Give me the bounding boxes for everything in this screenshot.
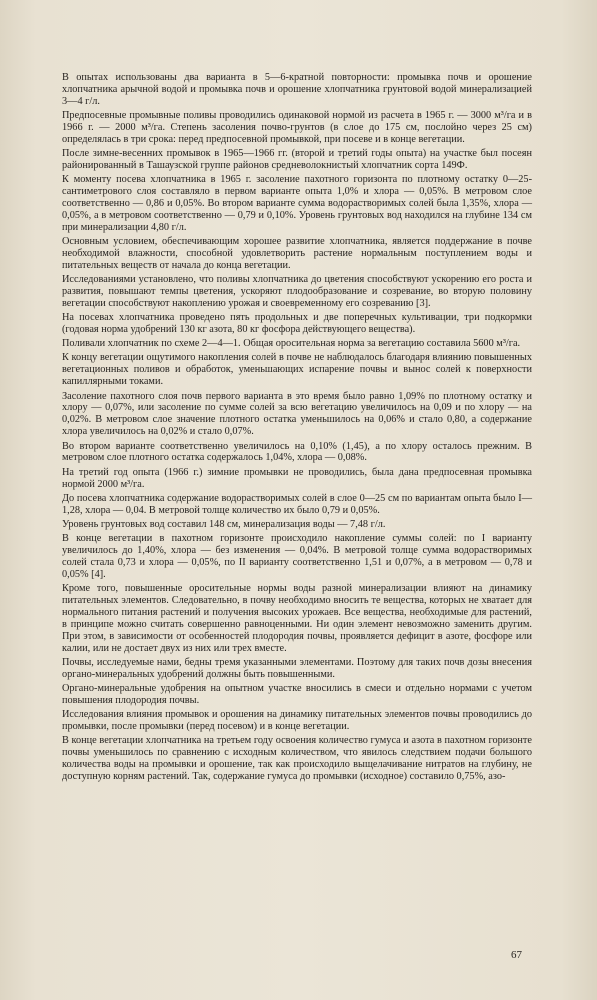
paragraph — [62, 709, 532, 733]
paragraph — [62, 72, 532, 108]
paragraph-text: Во втором варианте соответственно увеличилось на 0,10% (1,45), а по хлору осталось прежним. В метровом слое плотного остатка содержалось 1,04%, хлора — 0,08%. — [62, 440, 532, 464]
paragraph-text: Органо-минеральные удобрения на опытном участке вносились в смеси и отдельно нормами с учетом повышения плодородия почвы. — [62, 682, 532, 706]
paragraph-text: Почвы, исследуемые нами, бедны тремя указанными элементами. Поэтому для таких почв дозы внесения органо-минеральных удобрений должны быть повышенными. — [62, 656, 532, 680]
paragraph-text: К концу вегетации ощутимого накопления солей в почве не наблюдалось благодаря влиянию повышенных вегетационных поливов и обработок, уменьшающих испарение почвы и вынос солей к поверхности капиллярными токами. — [62, 352, 532, 388]
paragraph-text: В конце вегетации хлопчатника на третьем году освоения количество гумуса и азота в пахотном горизонте почвы уменьшилось по сравнению с исходным количеством, что явилось следствием подачи большого количества воды на промывки и орошение, так как происходило выщелачивание нитратов на глубину, не доступную корням растений. Так, содержание гумуса до промывки (исходное) составило 0,75%, азо- — [62, 735, 532, 782]
paragraph-text: Засоление пахотного слоя почв первого варианта в это время было равно 1,09% по плотному остатку и хлору — 0,07%, или засоление по сумме солей за всю вегетацию увеличилось на 0,09 и по хлору — на 0,02%. В метровом слое значение плотного остатка уменьшилось на 0,06% и стало 0,80, а содержание хлора увеличилось на 0,02% и стало 0,07%. — [62, 390, 532, 438]
paragraph — [62, 274, 532, 310]
paragraph — [62, 236, 532, 272]
paragraph — [62, 391, 532, 439]
paragraph-text: К моменту посева хлопчатника в 1965 г. засоление пахотного горизонта по плотному остатку 0—25-сантиметрового слоя составляло в первом варианте опыта 1,0% и хлора — 0,05%. В метровом слое соответственно — 0,86 и 0,05%. Во втором варианте сумма водорастворимых солей была 1,35%, хлора — 0,05%, а в метровом соответственно — 0,79 и 0,10%. Уровень грунтовых вод находился на глубине 134 см при минерализации 4,80 г/л. — [62, 174, 532, 233]
paragraph — [62, 657, 532, 681]
paragraph — [62, 493, 532, 517]
paragraph — [62, 312, 532, 336]
paragraph-text: Предпосевные промывные поливы проводились одинаковой нормой из расчета в 1965 г. — 3000 м³/га и в 1966 г. — 2000 м³/га. Степень засоления почво-грунтов (в слое до 175 см, послойно через 25 см) определялась в три срока: перед предпосевной промывкой, при посеве и в конце вегетации. — [62, 110, 532, 145]
paragraph — [62, 441, 532, 465]
page-number: 67 — [511, 949, 522, 961]
paragraph — [62, 352, 532, 388]
paragraph-text: Кроме того, повышенные оросительные нормы воды разной минерализации влияют на динамику питательных элементов. Следовательно, в почву необходимо вносить те вещества, которых не хватает для нормального питания растений и получения высоких урожаев. Все вещества, необходимые для растений, в принципе можно считать совершенно равноценными. Ни один элемент невозможно заменить другим. При этом, в зависимости от особенностей плодородия почвы, проявляется дефицит в азоте, фосфоре или калии, или не достает двух из них или трех вместе. — [62, 582, 532, 654]
paragraph-text: Уровень грунтовых вод составил 148 см, минерализация воды — 7,48 г/л. — [62, 518, 386, 530]
paragraph-text: В опытах использованы два варианта в 5—6-кратной повторности: промывка почв и орошение хлопчатника арычной водой и промывка почв и орошение хлопчатника грунтовой водой минерализацией 3—4 г/л. — [62, 72, 532, 107]
paragraph — [62, 338, 532, 350]
paragraph-text: После зимне-весенних промывок в 1965—1966 гг. (второй и третий годы опыта) на участке был посеян районированный в Ташаузской группе районов средневолокнистый хлопчатник сорта 149Ф. — [62, 148, 532, 172]
paragraph — [62, 583, 532, 655]
paragraph-text: Исследования влияния промывок и орошения на динамику питательных элементов почвы проводились до промывки, после промывки (перед посевом) и в конце вегетации. — [62, 709, 532, 732]
paragraph-text: На посевах хлопчатника проведено пять продольных и две поперечных культивации, три подкормки (годовая норма удобрений 130 кг азота, 80 кг фосфора действующего вещества). — [62, 312, 532, 336]
paragraph — [62, 683, 532, 707]
paragraph — [62, 735, 532, 783]
paragraph — [62, 519, 532, 531]
paragraph-text: Поливали хлопчатник по схеме 2—4—1. Общая оросительная норма за вегетацию составила 5600 м³/га. — [62, 338, 521, 350]
paragraph-text: До посева хлопчатника содержание водорастворимых солей в слое 0—25 см по вариантам опыта было I—1,28, хлора — 0,04. В метровой толще количество их было 0,79 и 0,05%. — [62, 492, 532, 516]
paragraph — [62, 148, 532, 172]
paragraph-text: Исследованиями установлено, что поливы хлопчатника до цветения способствуют ускорению его роста и развития, повышают темпы цветения, ускоряют плодообразование и созревание, во вторую половину вегетации способствуют накоплению урожая и своевременному его созреванию [3]. — [62, 274, 532, 310]
paragraph-text: На третий год опыта (1966 г.) зимние промывки не проводились, была дана предпосевная промывка нормой 2000 м³/га. — [62, 466, 532, 490]
paragraph-text: В конце вегетации в пахотном горизонте происходило накопление суммы солей: по I варианту увеличилось до 1,40%, хлора — без изменения — 0,04%. В метровой толще сумма водорастворимых солей стала 0,73 и хлора — 0,05%, по II варианту соответственно 1,51 и 0,07%, а в метровом — 0,78 и 0,05% [4]. — [62, 532, 532, 580]
paragraph — [62, 467, 532, 491]
paragraph — [62, 174, 532, 234]
paragraph — [62, 533, 532, 581]
paragraph — [62, 110, 532, 146]
body-text — [62, 72, 532, 785]
paragraph-text: Основным условием, обеспечивающим хорошее развитие хлопчатника, является поддержание в почве необходимой влажности, способной удовлетворить растение нормальным поступлением воды и питательных веществ от начала до конца вегетации. — [62, 236, 532, 272]
